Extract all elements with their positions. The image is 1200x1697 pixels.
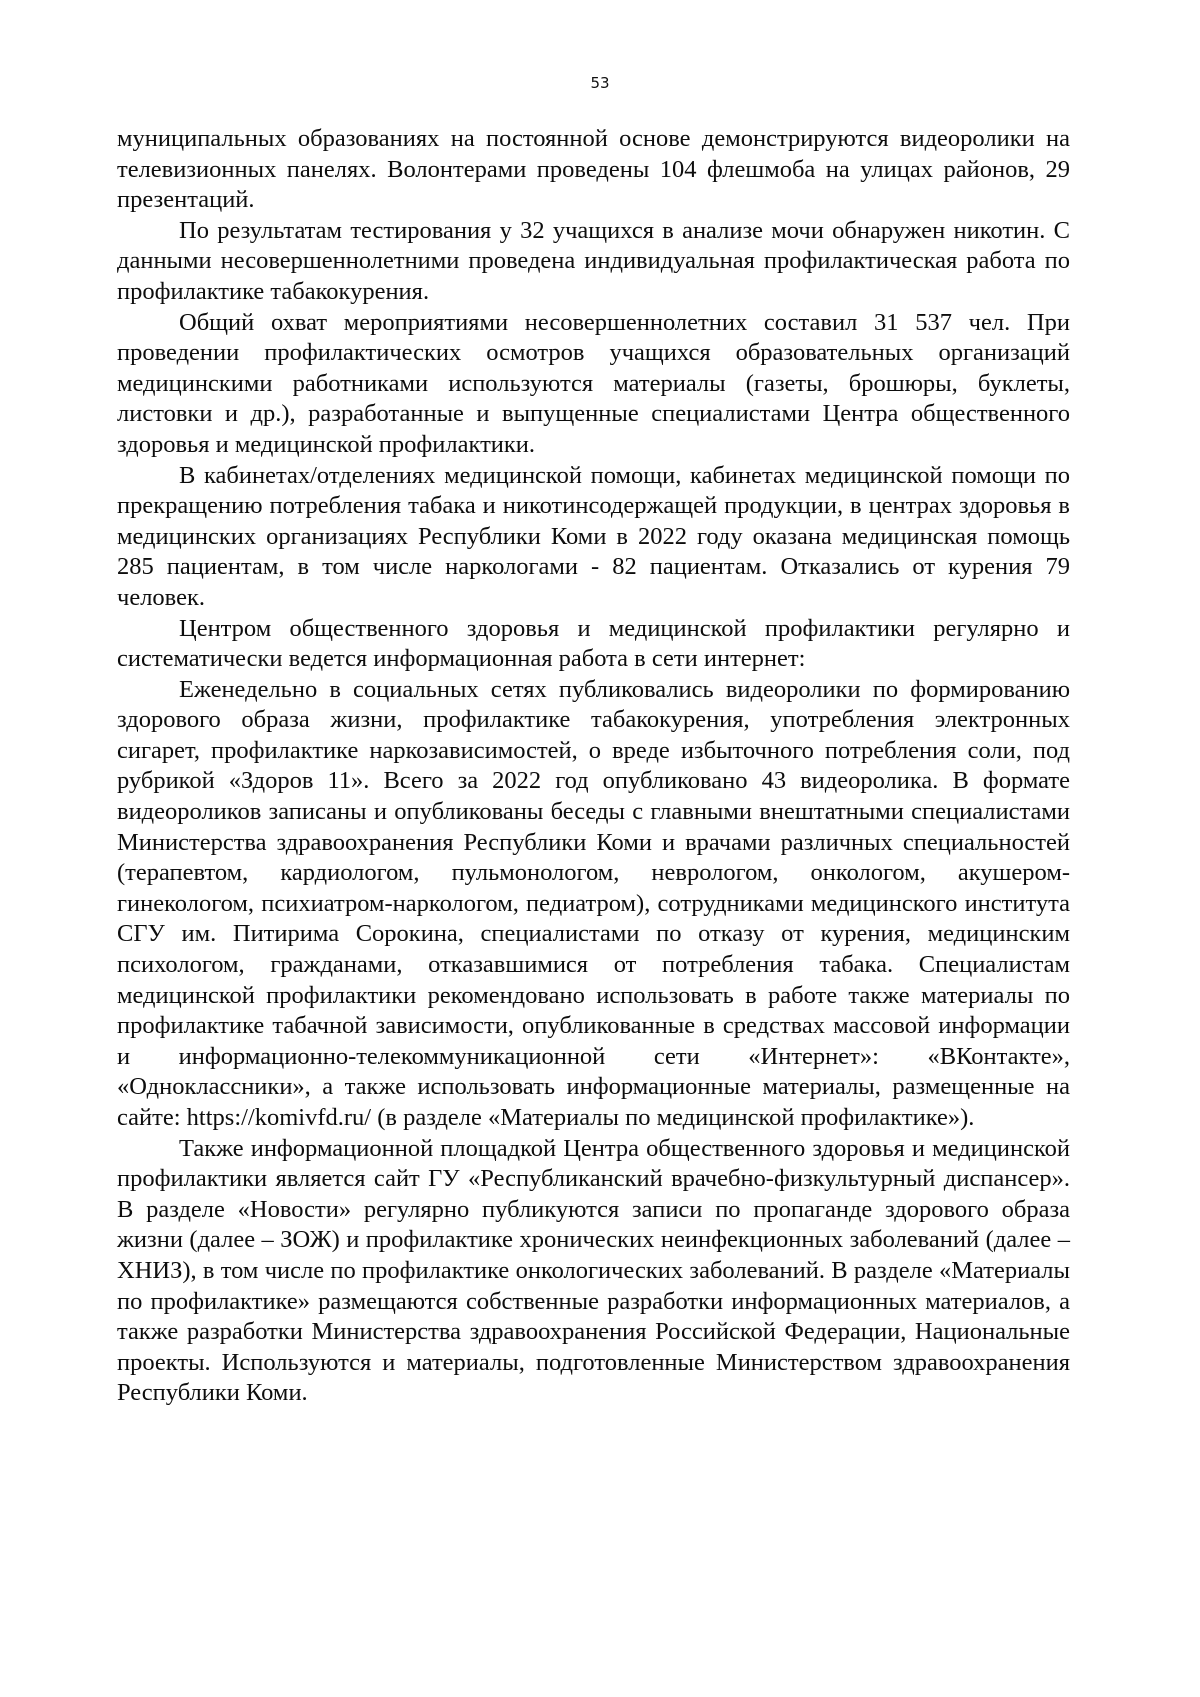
paragraph-coverage: Общий охват мероприятиями несовершеннолетних составил 31 537 чел. При проведении профилактических осмотров учащихся образовательных организаций медицинскими работниками используются материалы (газеты, брошюры, буклеты, листовки и др.), разработанные и выпущенные специалистами Центра общественного здоровья и медицинской профилактики. [117,308,1070,458]
paragraph-testing-results: По результатам тестирования у 32 учащихся в анализе мочи обнаружен никотин. С данными несовершеннолетними проведена индивидуальная профилактическая работа по профилактике табакокурения. [117,216,1070,305]
paragraph-website: Также информационной площадкой Центра общественного здоровья и медицинской профилактики является сайт ГУ «Республиканский врачебно-физкультурный диспансер». В разделе «Новости» регулярно публикуются записи по пропаганде здорового образа жизни (далее – ЗОЖ) и профилактике хронических неинфекционных заболеваний (далее – ХНИЗ), в том числе по профилактике онкологических заболеваний. В разделе «Материалы по профилактике» размещаются собственные разработки информационных материалов, а также разработки Министерства здравоохранения Российской Федерации, Национальные проекты. Используются и материалы, подготовленные Министерством здравоохранения Республики Коми. [117,1134,1070,1407]
paragraph-internet-work: Центром общественного здоровья и медицинской профилактики регулярно и систематически ведется информационная работа в сети интернет: [117,614,1070,673]
paragraph-continuation: муниципальных образованиях на постоянной основе демонстрируются видеоролики на телевизионных панелях. Волонтерами проведены 104 флешмоба на улицах районов, 29 презентаций. [117,125,1070,214]
paragraph-medical-help: В кабинетах/отделениях медицинской помощи, кабинетах медицинской помощи по прекращению потребления табака и никотинсодержащей продукции, в центрах здоровья в медицинских организациях Республики Коми в 2022 году оказана медицинская помощь 285 пациентам, в том числе наркологами - 82 пациентам. Отказались от курения 79 человек. [117,461,1070,611]
document-body [117,124,1070,1409]
paragraph-weekly-videos: Еженедельно в социальных сетях публиковались видеоролики по формированию здорового образа жизни, профилактике табакокурения, употребления электронных сигарет, профилактике наркозависимостей, о вреде избыточного потребления соли, под рубрикой «Здоров 11». Всего за 2022 год опубликовано 43 видеоролика. В формате видеороликов записаны и опубликованы беседы с главными внештатными специалистами Министерства здравоохранения Республики Коми и врачами различных специальностей (терапевтом, кардиологом, пульмонологом, неврологом, онкологом, акушером-гинекологом, психиатром-наркологом, педиатром), сотрудниками медицинского института СГУ им. Питирима Сорокина, специалистами по отказу от курения, медицинским психологом, гражданами, отказавшимися от потребления табака. Специалистам медицинской профилактики рекомендовано использовать в работе также материалы по профилактике табачной зависимости, опубликованные в средствах массовой информации и информационно-телекоммуникационной сети «Интернет»: «ВКонтакте», «Одноклассники», а также использовать информационные материалы, размещенные на сайте: https://komivfd.ru/ (в разделе «Материалы по медицинской профилактике»). [117,675,1070,1131]
page-number: 53 [590,74,610,92]
